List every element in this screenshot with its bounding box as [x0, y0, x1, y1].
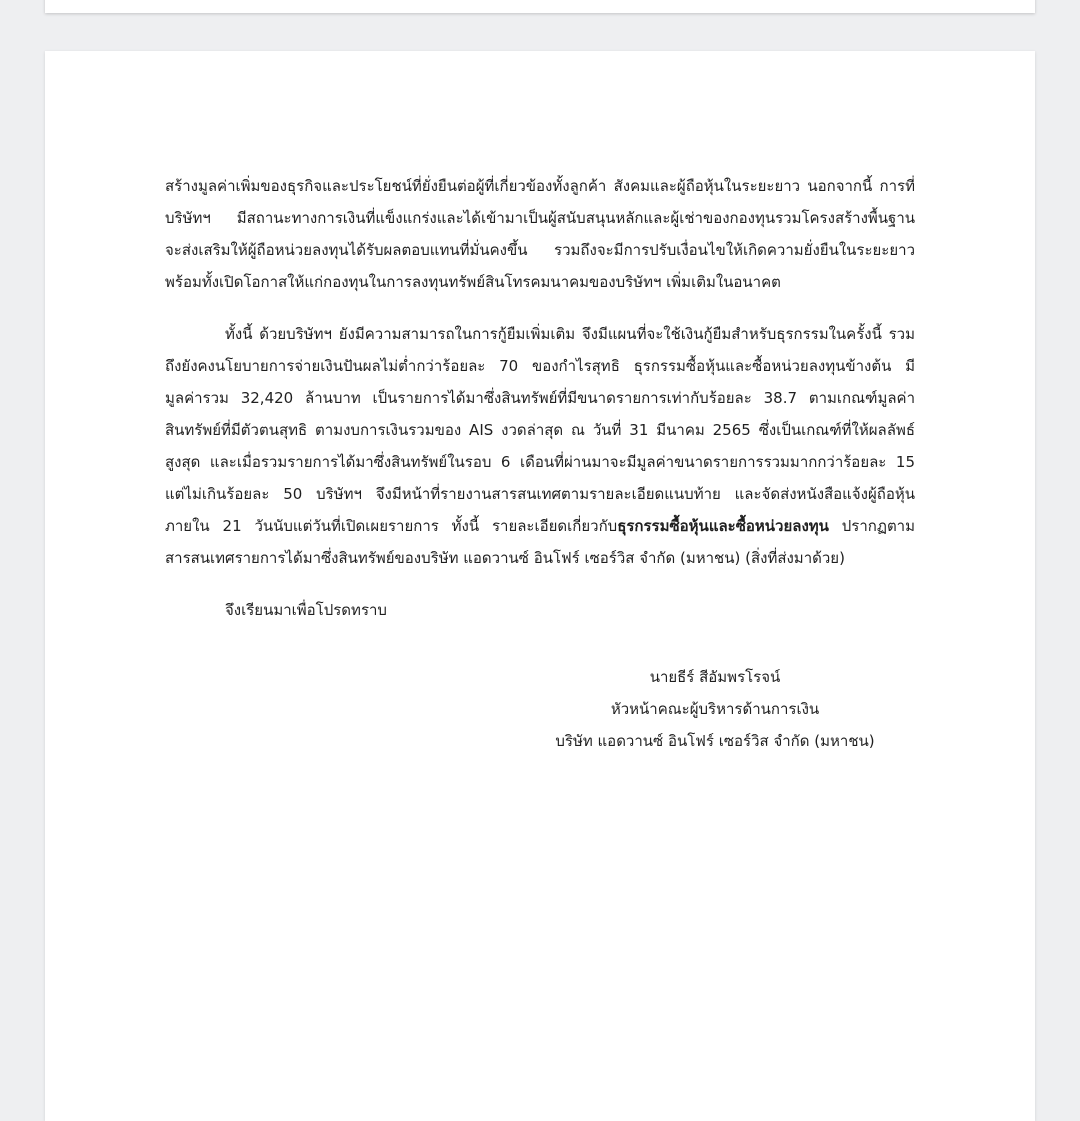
signature-block — [505, 661, 925, 757]
closing-line: จึงเรียนมาเพื่อโปรดทราบ — [225, 601, 387, 619]
document-body — [165, 170, 915, 626]
transaction-highlight: ธุรกรรมซื้อหุ้นและซื้อหน่วยลงทุน — [617, 517, 829, 535]
paragraph-transaction — [165, 318, 915, 574]
document-page — [45, 51, 1035, 1121]
signatory-title: หัวหน้าคณะผู้บริหารด้านการเงิน — [610, 700, 820, 718]
paragraph-transaction-text-end: ปรากฏตามสารสนเทศรายการได้มาซึ่งสินทรัพย์ของบริษัท แอดวานซ์ อินโฟร์ เซอร์วิส จำกัด (มหาชน) (สิ่งที่ส่งมาด้วย) — [165, 517, 915, 567]
paragraph-benefits: สร้างมูลค่าเพิ่มของธุรกิจและประโยชน์ที่ยั่งยืนต่อผู้ที่เกี่ยวข้องทั้งลูกค้า สังคมและผู้ถือหุ้นในระยะยาว นอกจากนี้ การที่บริษัทฯ มีสถานะทางการเงินที่แข็งแกร่งและได้เข้ามาเป็นผู้สนับสนุนหลักและผู้เช่าของกองทุนรวมโครงสร้างพื้นฐาน จะส่งเสริมให้ผู้ถือหน่วยลงทุนได้รับผลตอบแทนที่มั่นคงขึ้น รวมถึงจะมีการปรับเงื่อนไขให้เกิดความยั่งยืนในระยะยาว พร้อมทั้งเปิดโอกาสให้แก่กองทุนในการลงทุนทรัพย์สินโทรคมนาคมของบริษัทฯ เพิ่มเติมในอนาคต — [165, 177, 915, 291]
paragraph-transaction-text: ทั้งนี้ ด้วยบริษัทฯ ยังมีความสามารถในการกู้ยืมเพิ่มเติม จึงมีแผนที่จะใช้เงินกู้ยืมสำหรับธุรกรรมในครั้งนี้ รวมถึงยังคงนโยบายการจ่ายเงินปันผลไม่ต่ำกว่าร้อยละ 70 ของกำไรสุทธิ ธุรกรรมซื้อหุ้นและซื้อหน่วยลงทุนข้างต้น มีมูลค่ารวม 32,420 ล้านบาท เป็นรายการได้มาซึ่งสินทรัพย์ที่มีขนาดรายการเท่ากับร้อยละ 38.7 ตามเกณฑ์มูลค่าสินทรัพย์ที่มีตัวตนสุทธิ ตามงบการเงินรวมของ AIS งวดล่าสุด ณ วันที่ 31 มีนาคม 2565 ซึ่งเป็นเกณฑ์ที่ให้ผลลัพธ์สูงสุด และเมื่อรวมรายการได้มาซึ่งสินทรัพย์ในรอบ 6 เดือนที่ผ่านมาจะมีมูลค่าขนาดรายการรวมมากกว่าร้อยละ 15 แต่ไม่เกินร้อยละ 50 บริษัทฯ จึงมีหน้าที่รายงานสารสนเทศตามรายละเอียดแนบท้าย และจัดส่งหนังสือแจ้งผู้ถือหุ้นภายใน 21 วันนับแต่วันที่เปิดเผยรายการ ทั้งนี้ รายละเอียดเกี่ยวกับ — [165, 325, 915, 535]
previous-page — [45, 0, 1035, 13]
signatory-name: นายธีร์ สีอัมพรโรจน์ — [649, 668, 781, 686]
signatory-company: บริษัท แอดวานซ์ อินโฟร์ เซอร์วิส จำกัด (มหาชน) — [555, 732, 875, 750]
